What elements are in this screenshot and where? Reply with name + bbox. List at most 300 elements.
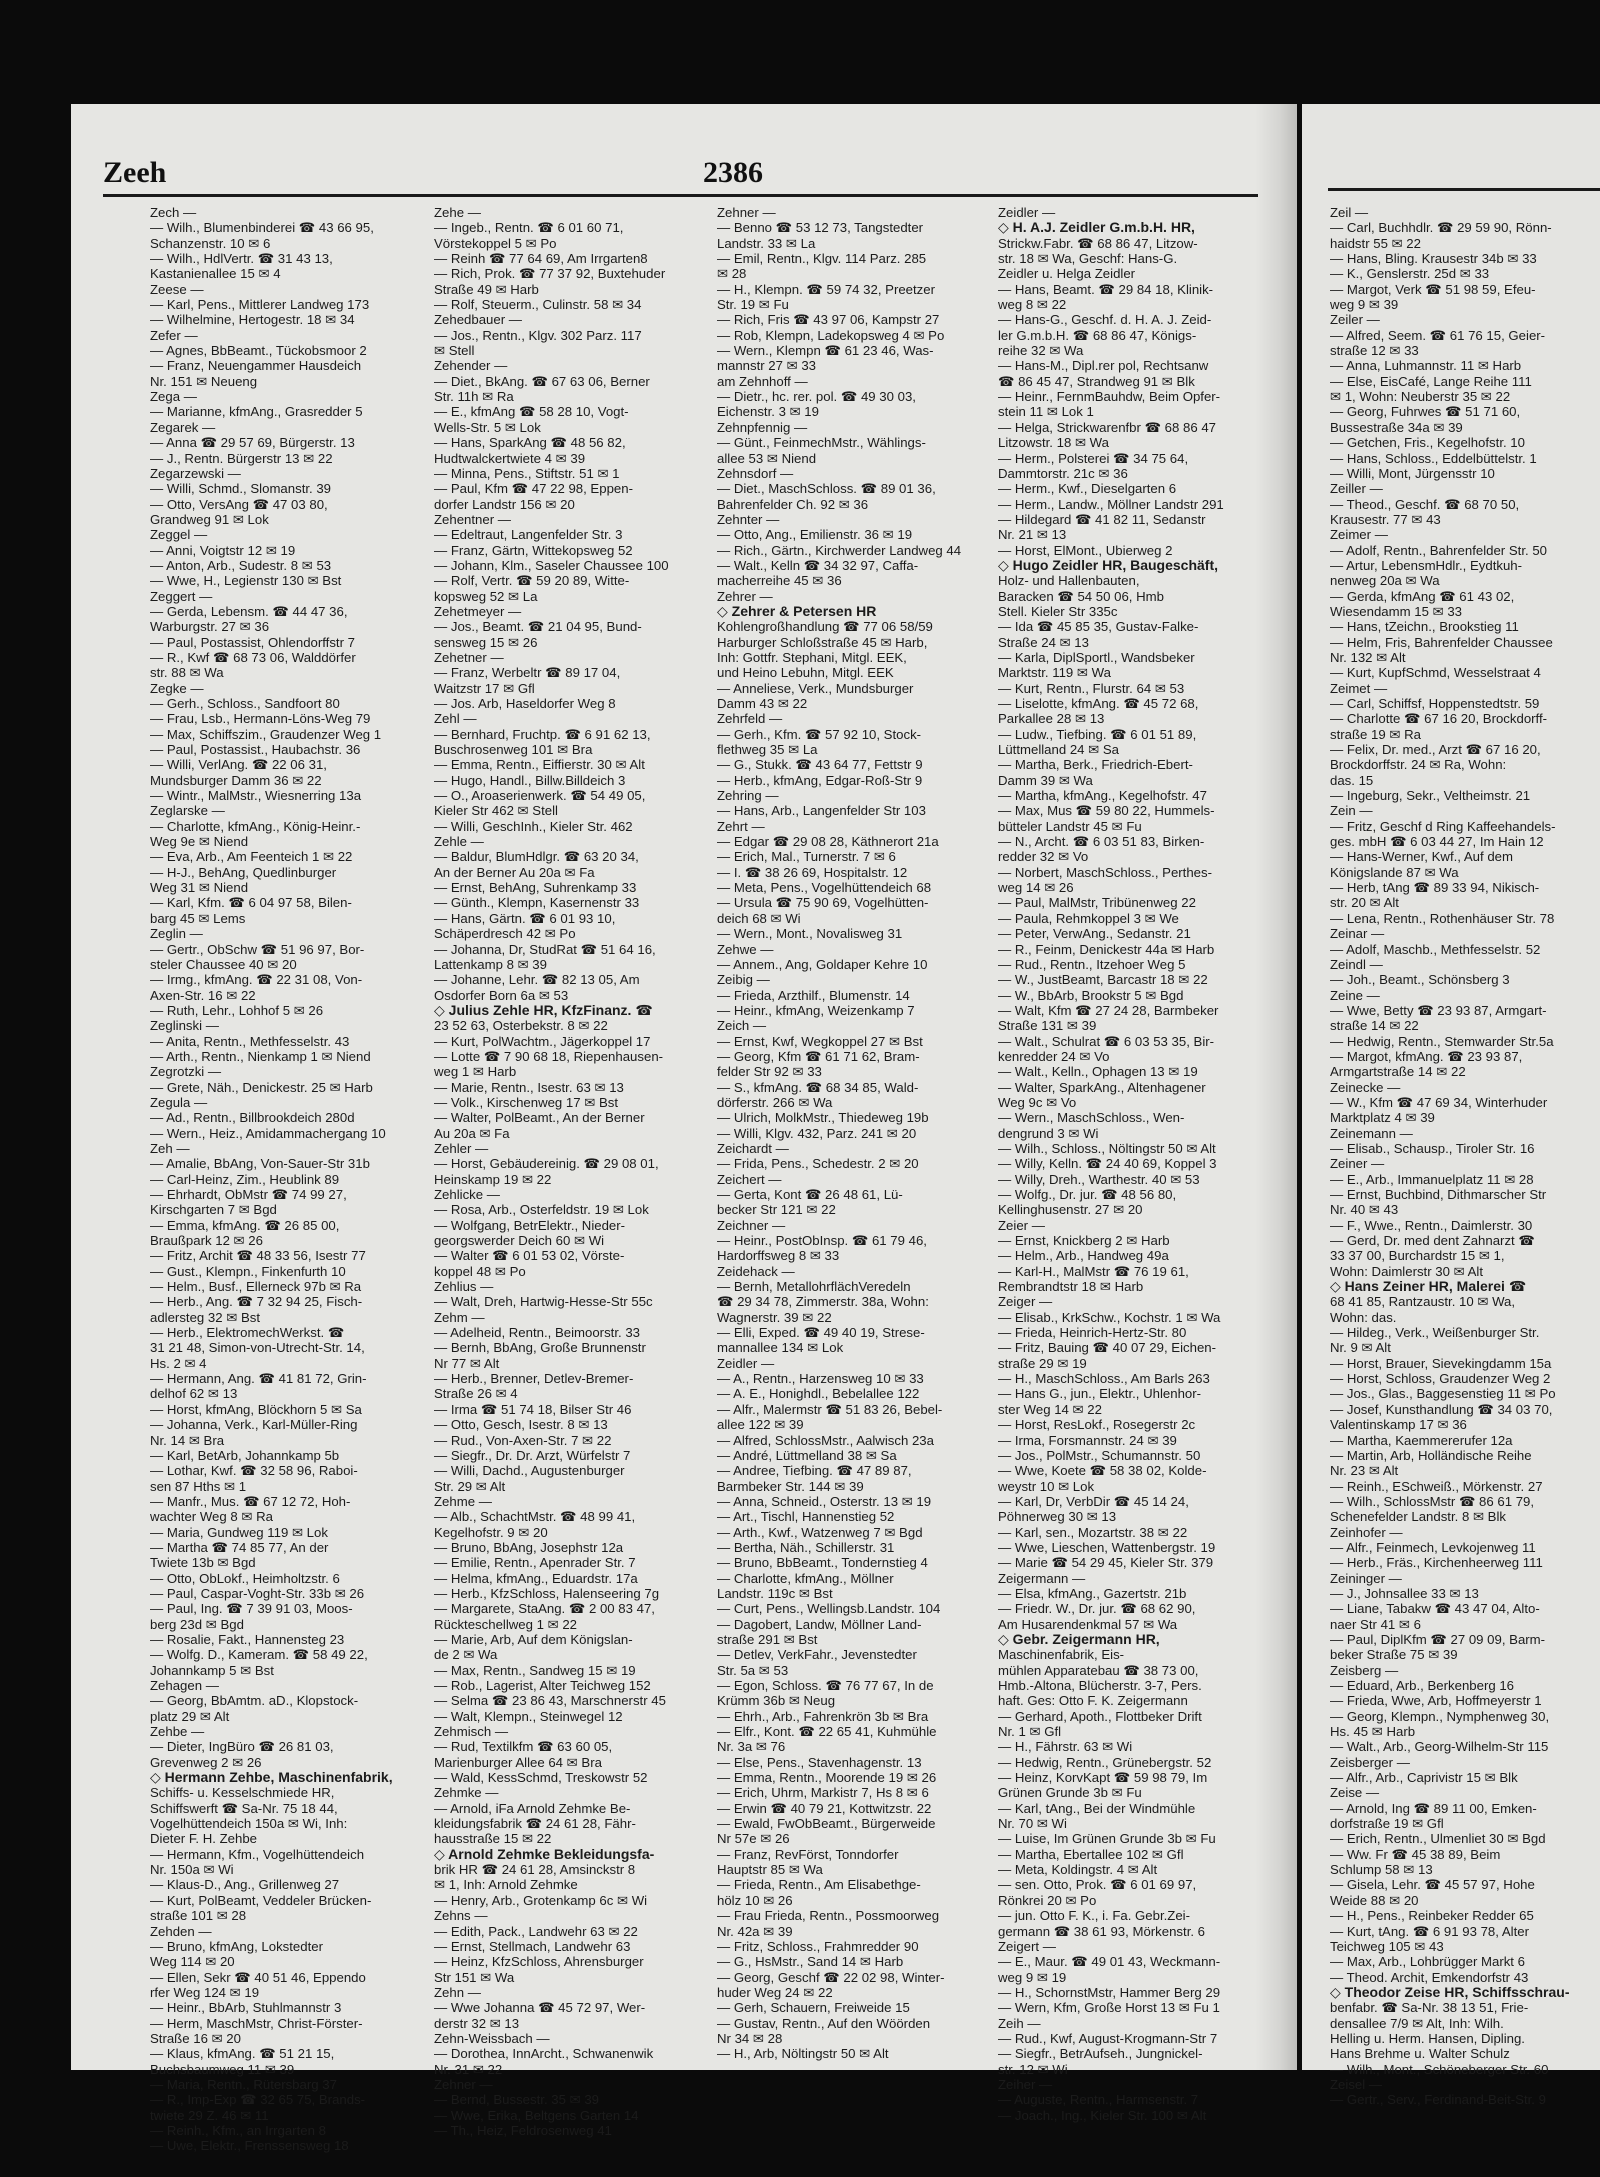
directory-line: — Klaus, kfmAng. ☎ 51 21 15, xyxy=(150,2046,335,2062)
directory-line: — Uwe, Elektr., Frenssensweg 18 xyxy=(150,2138,349,2154)
directory-line: — G., HsMstr., Sand 14 ✉ Harb xyxy=(717,1954,904,1970)
directory-line: straße 291 ✉ Bst xyxy=(717,1631,818,1647)
directory-line: — Georg, Fuhrwes ☎ 51 71 60, xyxy=(1330,404,1521,420)
directory-line: — Meta, Pens., Vogelhüttendeich 68 xyxy=(717,880,932,896)
directory-line: Zeisberg — xyxy=(1330,1662,1399,1678)
directory-line: — Volk., Kirschenweg 17 ✉ Bst xyxy=(434,1094,619,1110)
directory-line: — Rich, Prok. ☎ 77 37 92, Buxtehuder xyxy=(434,266,666,282)
directory-line: becker Str 121 ✉ 22 xyxy=(717,1202,836,1218)
directory-line: — Rich, Fris ☎ 43 97 06, Kampstr 27 xyxy=(717,312,940,328)
directory-line: — Günth., Klempn, Kasernenstr 33 xyxy=(434,895,640,911)
directory-line: — Irma, Forsmannstr. 24 ✉ 39 xyxy=(998,1432,1177,1448)
directory-line: — Rob, Klempn, Ladekopsweg 4 ✉ Po xyxy=(717,327,945,343)
directory-line: Kieler Str 462 ✉ Stell xyxy=(434,803,558,819)
directory-line: Schenefelder Landstr. 8 ✉ Blk xyxy=(1330,1509,1506,1525)
directory-line: — Auguste, Rentn., Harmsenstr. 7 xyxy=(998,2092,1199,2108)
directory-line: Str 151 ✉ Wa xyxy=(434,1969,515,1985)
directory-line: — Helm., Busf., Ellerneck 97b ✉ Ra xyxy=(150,1279,362,1295)
directory-line: Straße 131 ✉ 39 xyxy=(998,1018,1097,1034)
directory-line: ◇ Hermann Zehbe, Maschinenfabrik, xyxy=(150,1769,393,1786)
directory-line: Zehwe — xyxy=(717,941,774,957)
directory-line: Kegelhofstr. 9 ✉ 20 xyxy=(434,1524,548,1540)
directory-line: — Karl, Pens., Mittlerer Landweg 173 xyxy=(150,297,370,313)
directory-line: — Dorothea, InnArcht., Schwanenwik xyxy=(434,2046,654,2062)
directory-line: Zehe — xyxy=(434,205,481,220)
directory-line: Schiffs- u. Kesselschmiede HR, xyxy=(150,1785,335,1801)
directory-line: Zeglin — xyxy=(150,926,203,942)
directory-line: — A. E., Honighdl., Bebelallee 122 xyxy=(717,1386,920,1402)
directory-line: reihe 32 ✉ Wa xyxy=(998,343,1084,359)
directory-line: Nr. 9 ✉ Alt xyxy=(1330,1340,1391,1356)
directory-line: Stell. Kieler Str 335c xyxy=(998,603,1118,619)
directory-line: — Fritz, Bauing ☎ 40 07 29, Eichen- xyxy=(998,1340,1217,1356)
directory-line: Dammtorstr. 21c ✉ 36 xyxy=(998,465,1128,481)
page-number: 2386 xyxy=(703,156,763,189)
directory-line: — Ludw., Tiefbing. ☎ 6 01 51 89, xyxy=(998,726,1197,742)
directory-line: twiete 29 Z. 46 ✉ 11 xyxy=(150,2107,269,2123)
directory-line: Braußpark 12 ✉ 26 xyxy=(150,1233,263,1249)
directory-line: Zeininger — xyxy=(1330,1570,1402,1586)
directory-line: Hudtwalckertwiete 4 ✉ 39 xyxy=(434,450,586,466)
directory-line: Grünen Grunde 3b ✉ Fu xyxy=(998,1785,1142,1801)
directory-line: beker Straße 75 ✉ 39 xyxy=(1330,1647,1458,1663)
directory-line: Zeimet — xyxy=(1330,680,1388,696)
directory-line: weystr 10 ✉ Lok xyxy=(998,1478,1095,1494)
directory-line: ◇ H. A.J. Zeidler G.m.b.H. HR, xyxy=(998,219,1195,236)
directory-line: ◇ Gebr. Zeigermann HR, xyxy=(998,1630,1160,1647)
directory-line: — Wolfgang, BetrElektr., Nieder- xyxy=(434,1217,626,1233)
directory-line: ◇ Theodor Zeise HR, Schiffsschrau- xyxy=(1330,1983,1570,2000)
directory-line: — Lena, Rentn., Rothenhäuser Str. 78 xyxy=(1330,910,1555,926)
directory-line: — Paul, Caspar-Voght-Str. 33b ✉ 26 xyxy=(150,1585,365,1601)
directory-line: — Frieda, Arzthilf., Blumenstr. 14 xyxy=(717,987,910,1003)
directory-line: — Frau, Lsb., Hermann-Löns-Weg 79 xyxy=(150,711,371,727)
directory-line: Lattenkamp 8 ✉ 39 xyxy=(434,956,547,972)
directory-line: — Rud, Textilkfm ☎ 63 60 05, xyxy=(434,1739,613,1755)
directory-line: — Franz, Werbeltr ☎ 89 17 04, xyxy=(434,665,621,681)
directory-line: mannallee 134 ✉ Lok xyxy=(717,1340,844,1356)
directory-line: Marktstr. 119 ✉ Wa xyxy=(998,665,1111,681)
directory-line: — Hedwig, Rentn., Grünebergstr. 52 xyxy=(998,1754,1212,1770)
directory-line: — Willy, Kelln. ☎ 24 40 69, Koppel 3 xyxy=(998,1156,1217,1172)
directory-line: Zehrer — xyxy=(717,588,773,604)
directory-line: — Horst, Gebäudereinig. ☎ 29 08 01, xyxy=(434,1156,659,1172)
directory-line: — Helm, Fris, Bahrenfelder Chaussee xyxy=(1330,634,1553,650)
directory-line: — Lotte ☎ 7 90 68 18, Riepenhausen- xyxy=(434,1048,664,1064)
directory-line: — Curt, Pens., Wellingsb.Landstr. 104 xyxy=(717,1601,941,1617)
directory-line: Zeidler — xyxy=(717,1355,775,1371)
directory-line: Zehmke — xyxy=(434,1785,499,1801)
directory-line: Zeinecke — xyxy=(1330,1079,1401,1095)
directory-line: dengrund 3 ✉ Wi xyxy=(998,1125,1099,1141)
directory-line: Nr. 151 ✉ Neueng xyxy=(150,373,258,389)
directory-line: Zehagen — xyxy=(150,1678,219,1693)
directory-line: ster Weg 14 ✉ 22 xyxy=(998,1401,1102,1417)
directory-line: Au 20a ✉ Fa xyxy=(434,1125,510,1141)
directory-line: Zehnsdorf — xyxy=(717,465,794,481)
directory-line: Grevenweg 2 ✉ 26 xyxy=(150,1754,262,1770)
directory-line: platz 29 ✉ Alt xyxy=(150,1708,230,1724)
directory-line: — E., Arb., Immanuelplatz 11 ✉ 28 xyxy=(1330,1171,1534,1187)
directory-line: Landstr. 119c ✉ Bst xyxy=(717,1585,833,1601)
directory-line: Holz- und Hallenbauten, xyxy=(998,573,1140,589)
directory-line: — Gustav, Rentn., Auf den Wöörden xyxy=(717,2015,931,2031)
directory-line: Zega — xyxy=(150,389,197,405)
directory-line: Heinskamp 19 ✉ 22 xyxy=(434,1171,552,1187)
directory-line: am Zehnhoff — xyxy=(717,373,808,389)
directory-line: berg 23d ✉ Bgd xyxy=(150,1616,244,1632)
directory-line: — Helm., Arb., Handweg 49a xyxy=(998,1248,1169,1264)
directory-line: str. 18 ✉ Wa, Geschf: Hans-G. xyxy=(998,251,1178,267)
directory-line: — Fritz, Archit ☎ 48 33 56, Isestr 77 xyxy=(150,1248,366,1264)
directory-line: — Helma, kfmAng., Eduardstr. 17a xyxy=(434,1570,638,1586)
directory-line: — Rolf, Vertr. ☎ 59 20 89, Witte- xyxy=(434,573,630,589)
directory-line: — S., kfmAng. ☎ 68 34 85, Wald- xyxy=(717,1079,919,1095)
directory-line: — Arth., Rentn., Nienkamp 1 ✉ Niend xyxy=(150,1048,371,1064)
directory-line: Zehring — xyxy=(717,788,779,804)
directory-line: steler Chaussee 40 ✉ 20 xyxy=(150,956,297,972)
directory-line: — Martha, Berk., Friedrich-Ebert- xyxy=(998,757,1193,773)
directory-line: Weg 9e ✉ Niend xyxy=(150,834,249,850)
directory-line: — Marianne, kfmAng., Grasredder 5 xyxy=(150,404,363,420)
directory-line: — Heinz, KfzSchloss, Ahrensburger xyxy=(434,1954,644,1970)
directory-line: — Frieda, Wwe, Arb, Hoffmeyerstr 1 xyxy=(1330,1693,1542,1709)
directory-line: — Ingeburg, Sekr., Veltheimstr. 21 xyxy=(1330,788,1531,804)
directory-line: Zeisberger — xyxy=(1330,1754,1410,1770)
directory-line: — Gerh, Schauern, Freiweide 15 xyxy=(717,2000,910,2016)
directory-line: — Karl, tAng., Bei der Windmühle xyxy=(998,1800,1196,1816)
directory-line: — O., Aroaserienwerk. ☎ 54 49 05, xyxy=(434,788,646,804)
directory-line: — Herm., Polsterei ☎ 34 75 64, xyxy=(998,450,1189,466)
directory-line: Zegula — xyxy=(150,1094,208,1110)
directory-line: Zehle — xyxy=(434,834,484,850)
directory-line: Zeichner — xyxy=(717,1217,786,1233)
directory-line: — Emma, Rentn., Eiffierstr. 30 ✉ Alt xyxy=(434,757,645,773)
directory-line: nenweg 20a ✉ Wa xyxy=(1330,573,1440,589)
directory-line: — Diet., BkAng. ☎ 67 63 06, Berner xyxy=(434,373,650,389)
directory-line: — K., Genslerstr. 25d ✉ 33 xyxy=(1330,266,1490,282)
directory-line: das. 15 xyxy=(1330,772,1374,788)
directory-line: — Rud., Kwf, August-Krogmann-Str 7 xyxy=(998,2030,1218,2046)
directory-line: Weg 31 ✉ Niend xyxy=(150,880,249,896)
directory-line: — Arnold, iFa Arnold Zehmke Be- xyxy=(434,1800,631,1816)
directory-line: Zeinemann — xyxy=(1330,1125,1413,1141)
directory-line: 31 21 48, Simon-von-Utrecht-Str. 14, xyxy=(150,1340,365,1356)
directory-line: Zeidler — xyxy=(998,205,1056,220)
directory-line: — Frida, Pens., Schedestr. 2 ✉ 20 xyxy=(717,1156,919,1172)
directory-line: Zehlius — xyxy=(434,1279,494,1295)
directory-line: 68 41 85, Rantzaustr. 10 ✉ Wa, xyxy=(1330,1294,1516,1310)
directory-line: Zeiner — xyxy=(1330,1156,1385,1172)
directory-line: Zeibig — xyxy=(717,972,770,988)
directory-line: — Rich., Gärtn., Kirchwerder Landweg 44 xyxy=(717,542,962,558)
directory-line: — Edgar ☎ 29 08 28, Käthnerort 21a xyxy=(717,834,939,850)
directory-line: — Ruth, Lehr., Lohhof 5 ✉ 26 xyxy=(150,1002,324,1018)
directory-line: allee 53 ✉ Niend xyxy=(717,450,817,466)
directory-line: Zeese — xyxy=(150,281,204,297)
directory-line: — Bruno, kfmAng, Lokstedter xyxy=(150,1938,323,1954)
directory-line: — Kurt, KupfSchmd, Wesselstraat 4 xyxy=(1330,665,1541,681)
directory-line: — Georg, Geschf ☎ 22 02 98, Winter- xyxy=(717,1969,945,1985)
directory-line: flethweg 35 ✉ La xyxy=(717,742,818,758)
directory-line: Zeigermann — xyxy=(998,1570,1086,1586)
directory-line: kenredder 24 ✉ Vo xyxy=(998,1048,1110,1064)
directory-line: Nr. 132 ✉ Alt xyxy=(1330,649,1406,665)
directory-line: Zehrt — xyxy=(717,818,765,834)
directory-line: — Wilh., Blumenbinderei ☎ 43 66 95, xyxy=(150,220,374,236)
directory-line: — Alfred, Seem. ☎ 61 76 15, Geier- xyxy=(1330,327,1546,343)
directory-line: redder 32 ✉ Vo xyxy=(998,849,1089,865)
directory-line: — Edith, Pack., Landwehr 63 ✉ 22 xyxy=(434,1923,638,1939)
directory-line: Zehns — xyxy=(434,1908,488,1924)
directory-line: — Dagobert, Landw, Möllner Land- xyxy=(717,1616,922,1632)
directory-line: hausstraße 15 ✉ 22 xyxy=(434,1831,552,1847)
directory-line: weg 14 ✉ 26 xyxy=(998,880,1074,896)
directory-line: — Irma ☎ 51 74 18, Bilser Str 46 xyxy=(434,1401,632,1417)
directory-line: — Minna, Pens., Stiftstr. 51 ✉ 1 xyxy=(434,465,620,481)
directory-line: — Alfr., Arb., Caprivistr 15 ✉ Blk xyxy=(1330,1770,1518,1786)
directory-line: — R., Feinm, Denickestr 44a ✉ Harb xyxy=(998,941,1215,957)
directory-line: Vogelhüttendeich 150a ✉ Wi, Inh: xyxy=(150,1816,348,1832)
directory-line: ges. mbH ☎ 6 03 44 27, Im Hain 12 xyxy=(1330,834,1544,850)
directory-line: — Hans, Bling. Krausestr 34b ✉ 33 xyxy=(1330,251,1537,267)
directory-line: — Bernhard, Fruchtp. ☎ 6 91 62 13, xyxy=(434,726,651,742)
directory-line: — Baldur, BlumHdlgr. ☎ 63 20 34, xyxy=(434,849,639,865)
directory-line: — Ernst, Buchbind, Dithmarscher Str xyxy=(1330,1187,1547,1202)
directory-line: — Erich, Rentn., Ulmenliet 30 ✉ Bgd xyxy=(1330,1831,1546,1847)
directory-line: Schlump 58 ✉ 13 xyxy=(1330,1862,1433,1878)
directory-line: Schäperdresch 42 ✉ Po xyxy=(434,926,576,942)
directory-line: Hardorffsweg 8 ✉ 33 xyxy=(717,1248,840,1264)
directory-line: — Bruno, BbBeamt., Tondernstieg 4 xyxy=(717,1555,928,1571)
directory-line: — Manfr., Mus. ☎ 67 12 72, Hoh- xyxy=(150,1493,351,1509)
directory-line: densallee 7/9 ✉ Alt, Inh: Wilh. xyxy=(1330,2015,1504,2031)
directory-line: Straße 16 ✉ 20 xyxy=(150,2030,241,2046)
directory-line: ◇ Zehrer & Petersen HR xyxy=(717,602,877,619)
directory-line: — Paul, DiplKfm ☎ 27 09 09, Barm- xyxy=(1330,1631,1546,1647)
directory-line: Twiete 13b ✉ Bgd xyxy=(150,1555,256,1571)
directory-line: Zeglinski — xyxy=(150,1018,219,1034)
directory-line: — Meta, Koldingstr. 4 ✉ Alt xyxy=(998,1862,1158,1878)
directory-line: — Elisab., KrkSchw., Kochstr. 1 ✉ Wa xyxy=(998,1309,1221,1325)
directory-line: Zegarzewski — xyxy=(150,465,241,481)
directory-line: — Arth., Kwf., Watzenweg 7 ✉ Bgd xyxy=(717,1524,923,1540)
directory-line: — Herm, MaschMstr, Christ-Förster- xyxy=(150,2015,363,2031)
directory-line: — Franz, Neuengammer Hausdeich xyxy=(150,358,362,374)
directory-line: — Margarete, StaAng. ☎ 2 00 83 47, xyxy=(434,1601,655,1617)
directory-line: Rückteschellweg 1 ✉ 22 xyxy=(434,1616,577,1632)
directory-line: — Hugo, Handl., Billw.Billdeich 3 xyxy=(434,772,626,788)
directory-line: Zeigert — xyxy=(998,1938,1056,1954)
directory-line: Zeindl — xyxy=(1330,956,1383,972)
directory-line: — Wwe, Erika, Beltgens Garten 14 xyxy=(434,2107,639,2123)
directory-line: Weg 9c ✉ Vo xyxy=(998,1094,1077,1110)
directory-line: — N., Archt. ☎ 6 03 51 83, Birken- xyxy=(998,834,1205,850)
directory-line: Litzowstr. 18 ✉ Wa xyxy=(998,435,1109,451)
directory-line: — Walt., Kelln ☎ 34 32 97, Caffa- xyxy=(717,557,919,573)
directory-line: weg 8 ✉ 22 xyxy=(998,297,1067,313)
directory-line: — Willi, GeschInh., Kieler Str. 462 xyxy=(434,818,633,834)
directory-line: Zehetmeyer — xyxy=(434,603,522,619)
directory-line: — Marie, Rentn., Isestr. 63 ✉ 13 xyxy=(434,1079,624,1095)
directory-line: weg 9 ✉ 19 xyxy=(998,1969,1067,1985)
directory-line: — Joh., Beamt., Schönsberg 3 xyxy=(1330,972,1510,988)
directory-line: — Johanna, Verk., Karl-Müller-Ring xyxy=(150,1417,358,1433)
directory-line: Nr. 42a ✉ 39 xyxy=(717,1923,793,1939)
directory-line: — Hans G., jun., Elektr., Uhlenhor- xyxy=(998,1386,1202,1402)
directory-line: Zeichert — xyxy=(717,1171,782,1187)
directory-line: dorfstraße 19 ✉ Gfl xyxy=(1330,1816,1444,1832)
directory-line: Maschinenfabrik, Eis- xyxy=(998,1647,1125,1663)
directory-line: — Klaus-D., Ang., Grillenweg 27 xyxy=(150,1877,340,1893)
directory-line: Str. 29 ✉ Alt xyxy=(434,1478,506,1494)
directory-line: Zehmisch — xyxy=(434,1724,509,1740)
directory-line: Kellinghusenstr. 27 ✉ 20 xyxy=(998,1202,1143,1218)
directory-line: Zehm — xyxy=(434,1309,485,1325)
directory-line: — A., Rentn., Harzensweg 10 ✉ 33 xyxy=(717,1371,924,1387)
directory-line: — Wern., Klempn ☎ 61 23 46, Was- xyxy=(717,343,934,359)
directory-line: — Horst, ResLokf., Rosegerstr 2c xyxy=(998,1417,1196,1433)
directory-line: — Herb., kfmAng, Edgar-Roß-Str 9 xyxy=(717,772,923,788)
directory-line: — Joach., Ing., Kieler Str. 100 ✉ Alt xyxy=(998,2107,1207,2123)
directory-line: — Erwin ☎ 40 79 21, Kottwitzstr. 22 xyxy=(717,1800,932,1816)
directory-line: — Karl, BetArb, Johannkamp 5b xyxy=(150,1447,340,1463)
directory-line: — Horst, Schloss, Graudenzer Weg 2 xyxy=(1330,1371,1551,1387)
directory-line: — H., Arb, Nöltingstr 50 ✉ Alt xyxy=(717,2046,889,2062)
directory-line: — Adelheid, Rentn., Beimoorstr. 33 xyxy=(434,1325,640,1341)
directory-line: — Anna, Schneid., Osterstr. 13 ✉ 19 xyxy=(717,1493,932,1509)
directory-line: — Walt., Kelln., Ophagen 13 ✉ 19 xyxy=(998,1064,1198,1080)
directory-line: — Hans, Gärtn. ☎ 6 01 93 10, xyxy=(434,910,616,926)
directory-line: Zehender — xyxy=(434,358,508,374)
directory-line: wachter Weg 8 ✉ Ra xyxy=(150,1509,273,1525)
directory-line: — Kurt, PolWachtm., Jägerkoppel 17 xyxy=(434,1033,651,1049)
directory-line: — Hans-G., Geschf. d. H. A. J. Zeid- xyxy=(998,312,1212,328)
directory-line: — Bernd, Bussestr. 35 ✉ 39 xyxy=(434,2092,599,2108)
directory-line: — Charlotte ☎ 67 16 20, Brockdorff- xyxy=(1330,711,1548,727)
directory-line: — Eduard, Arb., Berkenberg 16 xyxy=(1330,1678,1514,1693)
directory-line: straße 12 ✉ 33 xyxy=(1330,343,1419,359)
directory-line: — Max, Arb., Lohbrügger Markt 6 xyxy=(1330,1954,1525,1970)
directory-line: — Otto, Ang., Emilienstr. 36 ✉ 19 xyxy=(717,527,913,543)
directory-line: — Amalie, BbAng, Von-Sauer-Str 31b xyxy=(150,1156,370,1172)
directory-line: — Max, Mus ☎ 59 80 22, Hummels- xyxy=(998,803,1215,819)
directory-line: Zehler — xyxy=(434,1140,489,1156)
directory-line: — Georg, Klempn., Nymphenweg 30, xyxy=(1330,1708,1550,1724)
directory-line: — Walt., Arb., Georg-Wilhelm-Str 115 xyxy=(1330,1739,1549,1755)
directory-line: — Herb., Brenner, Detlev-Bremer- xyxy=(434,1371,634,1387)
directory-line: Zehlicke — xyxy=(434,1187,500,1202)
directory-line: — Arnold, Ing ☎ 89 11 00, Emken- xyxy=(1330,1800,1537,1816)
directory-line: — Reinh., ESchweiß., Mörkenstr. 27 xyxy=(1330,1478,1543,1494)
directory-line: — Martha, Ebertallee 102 ✉ Gfl xyxy=(998,1846,1184,1862)
directory-line: weg 9 ✉ 39 xyxy=(1330,297,1399,313)
directory-line: — Gertr., Serv., Ferdinand-Beit-Str. 9 xyxy=(1330,2092,1546,2108)
directory-line: ◇ Hugo Zeidler HR, Baugeschäft, xyxy=(998,556,1219,573)
directory-line: — Martha ☎ 74 85 77, An der xyxy=(150,1539,329,1555)
directory-line: rfer Weg 124 ✉ 19 xyxy=(150,1984,260,2000)
directory-line: derstr 32 ✉ 13 xyxy=(434,2015,520,2031)
directory-line: Zeimer — xyxy=(1330,527,1388,543)
directory-line: — Gerh., Schloss., Sandfoort 80 xyxy=(150,696,340,711)
directory-line: — Herb., KfzSchloss, Halenseering 7g xyxy=(434,1585,660,1601)
directory-column-3 xyxy=(717,205,995,2062)
directory-line: Inh: Gottfr. Stephani, Mitgl. EEK, xyxy=(717,649,907,665)
directory-line: Nr 77 ✉ Alt xyxy=(434,1355,500,1371)
directory-line: Nr. 70 ✉ Wi xyxy=(998,1816,1067,1832)
directory-line: Zegarek — xyxy=(150,419,216,435)
directory-line: Rönkrei 20 ✉ Po xyxy=(998,1892,1097,1908)
directory-line: — Selma ☎ 23 86 43, Marschnerstr 45 xyxy=(434,1693,666,1709)
directory-line: Zeise — xyxy=(1330,1785,1380,1801)
directory-line: Wiesendamm 15 ✉ 33 xyxy=(1330,603,1462,619)
directory-line: straße 101 ✉ 28 xyxy=(150,1908,247,1924)
directory-line: — Gerh., Kfm. ☎ 57 92 10, Stock- xyxy=(717,726,922,742)
directory-line: straße 14 ✉ 22 xyxy=(1330,1018,1419,1034)
directory-line: straße 29 ✉ 19 xyxy=(998,1355,1087,1371)
directory-line: — Theod. Archit, Emkendorfstr 43 xyxy=(1330,1969,1529,1985)
directory-line: — Paula, Rehmkoppel 3 ✉ We xyxy=(998,910,1179,926)
directory-line: — Wolfg., Dr. jur. ☎ 48 56 80, xyxy=(998,1187,1177,1202)
directory-line: — Rud., Rentn., Itzehoer Weg 5 xyxy=(998,956,1186,972)
directory-line: Armgartstraße 14 ✉ 22 xyxy=(1330,1064,1466,1080)
directory-line: — Helga, Strickwarenfbr ☎ 68 86 47 xyxy=(998,419,1216,435)
directory-line: — Wwe, Koete ☎ 58 38 02, Kolde- xyxy=(998,1463,1207,1479)
directory-line: — Ewald, FwObBeamt., Bürgerweide xyxy=(717,1816,936,1832)
directory-line: — Jos. Arb, Haseldorfer Weg 8 xyxy=(434,696,616,711)
directory-line: — J., Johnsallee 33 ✉ 13 xyxy=(1330,1585,1479,1601)
directory-line: delhof 62 ✉ 13 xyxy=(150,1386,238,1402)
directory-line: str. 20 ✉ Alt xyxy=(1330,895,1399,911)
directory-line: — Paul, Postassist, Ohlendorffstr 7 xyxy=(150,634,355,650)
directory-line: — Anton, Arb., Sudestr. 8 ✉ 53 xyxy=(150,557,332,573)
directory-line: ✉ 28 xyxy=(717,266,747,282)
directory-line: Zeiller — xyxy=(1330,481,1383,497)
directory-line: — Franz, Gärtn, Wittekopsweg 52 xyxy=(434,542,633,558)
directory-line: — Elsa, kfmAng., Gazertstr. 21b xyxy=(998,1585,1187,1601)
directory-line: — Emil, Rentn., Klgv. 114 Parz. 285 xyxy=(717,251,927,267)
directory-line: Zehl — xyxy=(434,711,477,727)
directory-line: — Wwe Johanna ☎ 45 72 97, Wer- xyxy=(434,2000,646,2016)
directory-line: — Otto, VersAng ☎ 47 03 80, xyxy=(150,496,328,512)
directory-line: Zehn — xyxy=(434,1984,481,2000)
directory-column-1 xyxy=(150,205,425,2154)
directory-line: — Otto, ObLokf., Heimholtzstr. 6 xyxy=(150,1570,340,1586)
directory-line: Zeidehack — xyxy=(717,1263,795,1279)
directory-line: — H., MaschSchloss., Am Barls 263 xyxy=(998,1371,1210,1387)
directory-line: Zeidler u. Helga Zeidler xyxy=(998,266,1136,282)
directory-line: — Josef, Kunsthandlung ☎ 34 03 70, xyxy=(1330,1401,1553,1417)
directory-line: Hauptstr 85 ✉ Wa xyxy=(717,1862,823,1878)
directory-line: benfabr. ☎ Sa-Nr. 38 13 51, Frie- xyxy=(1330,2000,1529,2016)
directory-line: — Heinr., FernmBauhdw, Beim Opfer- xyxy=(998,389,1221,405)
directory-line: — Bernh, BbAng, Große Brunnenstr xyxy=(434,1340,646,1356)
directory-line: — Siegfr., BetrAufseh., Jungnickel- xyxy=(998,2046,1203,2062)
directory-line: — Gerda, kfmAng ☎ 61 43 02, xyxy=(1330,588,1515,604)
directory-line: — Jos., Rentn., Klgv. 302 Parz. 117 xyxy=(434,327,642,343)
directory-line: — Horst, kfmAng, Blöckhorn 5 ✉ Sa xyxy=(150,1401,362,1417)
directory-line: Zein — xyxy=(1330,803,1373,819)
directory-line: Nr. 3a ✉ 76 xyxy=(717,1739,786,1755)
directory-line: 33 37 00, Burchardstr 15 ✉ 1, xyxy=(1330,1248,1505,1264)
directory-line: — sen. Otto, Prok. ☎ 6 01 69 97, xyxy=(998,1877,1197,1893)
directory-line: — Jos., Beamt. ☎ 21 04 95, Bund- xyxy=(434,619,642,635)
directory-line: — Gerd, Dr. med dent Zahnarzt ☎ xyxy=(1330,1233,1535,1249)
directory-line: haidstr 55 ✉ 22 xyxy=(1330,235,1421,251)
directory-line: — Bruno, BbAng, Josephstr 12a xyxy=(434,1539,624,1555)
page-header xyxy=(103,154,1258,197)
directory-line: — Herm., Landw., Möllner Landstr 291 xyxy=(998,496,1224,512)
